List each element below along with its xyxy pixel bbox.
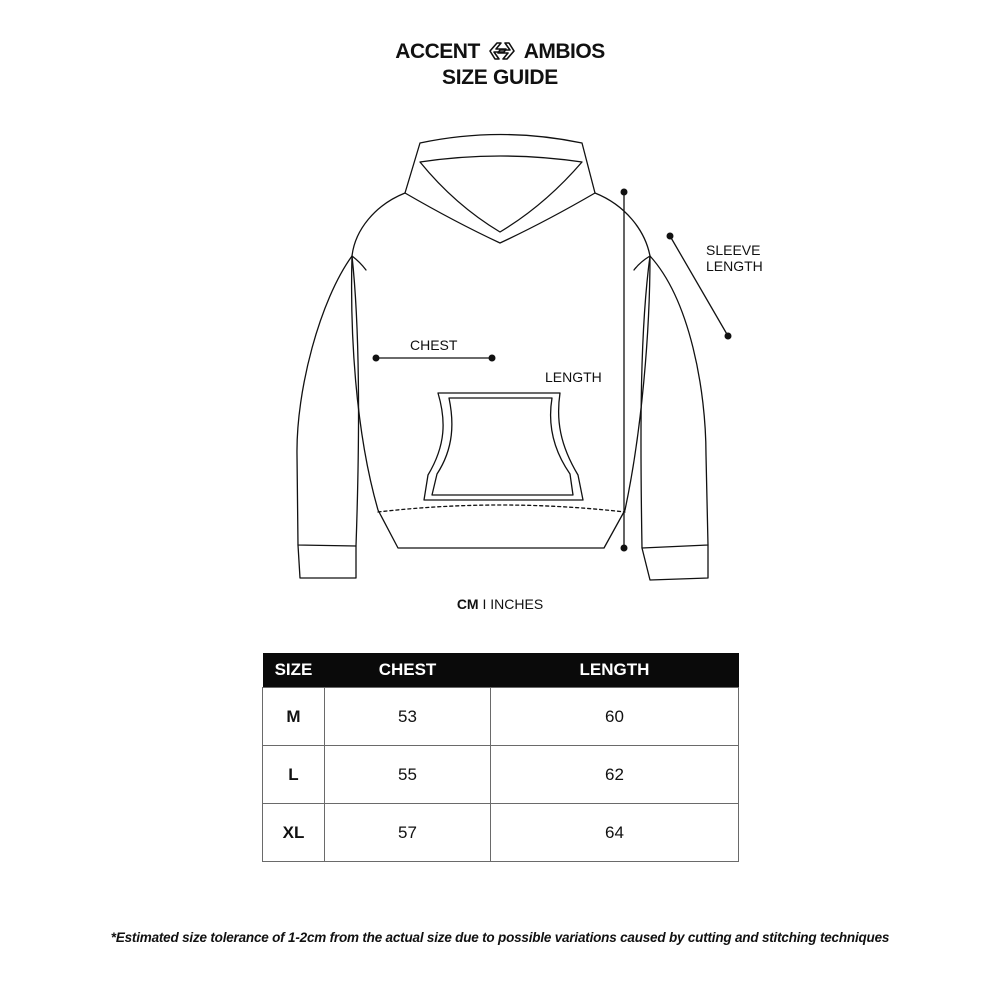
size-tolerance-footnote: *Estimated size tolerance of 1-2cm from the actual size due to possible variations caused by cutting and stitching techniques	[110, 930, 890, 945]
header-chest: CHEST	[325, 653, 491, 688]
length-cell: 64	[491, 804, 739, 862]
unit-cm[interactable]: CM	[456, 596, 479, 612]
table-row	[263, 804, 739, 862]
hoodie-pocket-inner	[432, 398, 573, 495]
sleeve-label-line2: LENGTH	[706, 258, 763, 274]
table-row	[263, 688, 739, 746]
brand-left: ACCENT	[395, 40, 480, 63]
header-length: LENGTH	[491, 653, 739, 688]
chest-measure-dot-left	[373, 355, 380, 362]
sleeve-measure-dot-top	[667, 233, 674, 240]
hoodie-right-shoulder-seam	[634, 256, 650, 270]
table-header-row	[263, 653, 739, 688]
hoodie-left-cuff	[298, 545, 356, 578]
sleeve-label-line1: SLEEVE	[706, 242, 761, 258]
chest-measure-dot-right	[489, 355, 496, 362]
length-cell: 62	[491, 746, 739, 804]
size-cell: L	[263, 746, 325, 804]
hoodie-hood-inner	[420, 156, 582, 232]
length-measure-dot-bottom	[621, 545, 628, 552]
hoodie-right-sleeve	[641, 256, 708, 548]
table-row	[263, 746, 739, 804]
hoodie-pocket-outer	[424, 393, 583, 500]
brand-right: AMBIOS	[523, 40, 605, 63]
length-cell: 60	[491, 688, 739, 746]
length-label: LENGTH	[545, 369, 602, 385]
size-cell: XL	[263, 804, 325, 862]
hoodie-left-sleeve	[297, 256, 359, 546]
chest-cell: 57	[325, 804, 491, 862]
hoodie-right-cuff	[642, 545, 708, 580]
page-title: SIZE GUIDE	[441, 66, 559, 89]
unit-inches[interactable]: INCHES	[490, 596, 544, 612]
chest-cell: 53	[325, 688, 491, 746]
hoodie-left-shoulder-seam	[352, 256, 366, 270]
length-measure-dot-top	[621, 189, 628, 196]
unit-toggle	[0, 596, 1000, 612]
hoodie-hood-outer	[405, 135, 595, 244]
chest-cell: 55	[325, 746, 491, 804]
chest-label: CHEST	[410, 337, 458, 353]
sleeve-measure-dot-bottom	[725, 333, 732, 340]
size-cell: M	[263, 688, 325, 746]
unit-separator: I	[482, 596, 487, 612]
hoodie-waistband-stitch	[378, 505, 625, 512]
header-size: SIZE	[263, 653, 325, 688]
size-table	[262, 653, 739, 862]
